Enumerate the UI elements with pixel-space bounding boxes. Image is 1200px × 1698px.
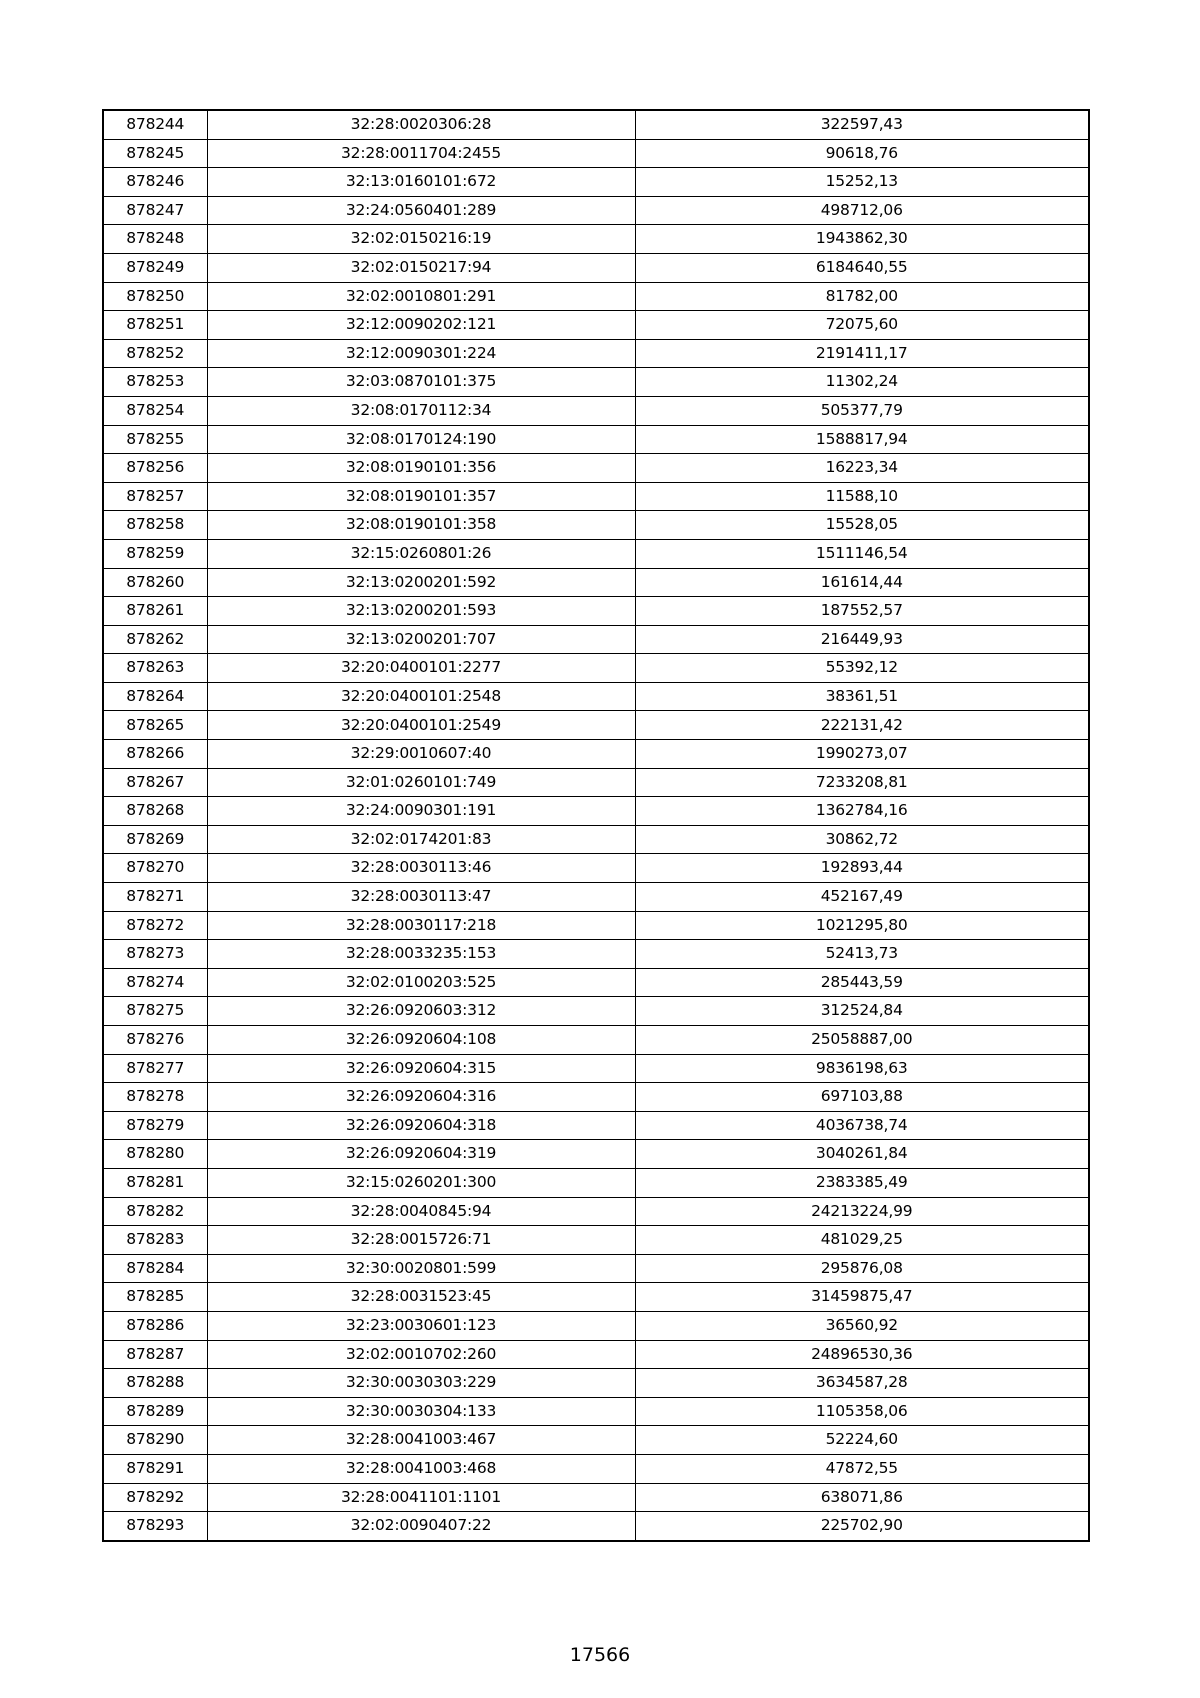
cadastral-number-cell: 32:23:0030601:123 [207,1311,635,1340]
value-cell: 31459875,47 [635,1283,1089,1312]
value-cell: 25058887,00 [635,1026,1089,1055]
row-number-cell: 878283 [103,1226,207,1255]
row-number-cell: 878258 [103,511,207,540]
row-number-cell: 878253 [103,368,207,397]
row-number-cell: 878284 [103,1254,207,1283]
row-number-cell: 878249 [103,253,207,282]
row-number-cell: 878266 [103,740,207,769]
row-number-cell: 878287 [103,1340,207,1369]
cadastral-number-cell: 32:02:0010702:260 [207,1340,635,1369]
cadastral-number-cell: 32:26:0920604:319 [207,1140,635,1169]
table-row [103,854,1089,883]
table-row [103,1254,1089,1283]
row-number-cell: 878275 [103,997,207,1026]
cadastral-number-cell: 32:13:0200201:592 [207,568,635,597]
row-number-cell: 878255 [103,425,207,454]
cadastral-number-cell: 32:24:0090301:191 [207,797,635,826]
cadastral-number-cell: 32:28:0015726:71 [207,1226,635,1255]
table-row [103,654,1089,683]
table-row [103,1369,1089,1398]
cadastral-number-cell: 32:15:0260801:26 [207,539,635,568]
cadastral-number-cell: 32:28:0030117:218 [207,911,635,940]
cadastral-number-cell: 32:20:0400101:2548 [207,682,635,711]
cadastral-number-cell: 32:08:0170112:34 [207,396,635,425]
table-row [103,940,1089,969]
cadastral-number-cell: 32:26:0920604:316 [207,1083,635,1112]
cadastral-number-cell: 32:20:0400101:2277 [207,654,635,683]
value-cell: 1511146,54 [635,539,1089,568]
row-number-cell: 878261 [103,597,207,626]
cadastral-number-cell: 32:13:0200201:707 [207,625,635,654]
cadastral-number-cell: 32:20:0400101:2549 [207,711,635,740]
cadastral-number-cell: 32:15:0260201:300 [207,1168,635,1197]
cadastral-number-cell: 32:28:0030113:47 [207,883,635,912]
value-cell: 72075,60 [635,311,1089,340]
value-cell: 225702,90 [635,1512,1089,1541]
value-cell: 47872,55 [635,1454,1089,1483]
table-row [103,396,1089,425]
row-number-cell: 878289 [103,1397,207,1426]
cadastral-number-cell: 32:03:0870101:375 [207,368,635,397]
table-row [103,1054,1089,1083]
table-row [103,311,1089,340]
value-cell: 498712,06 [635,196,1089,225]
table-row [103,911,1089,940]
row-number-cell: 878293 [103,1512,207,1541]
cadastral-number-cell: 32:12:0090202:121 [207,311,635,340]
cadastral-number-cell: 32:02:0010801:291 [207,282,635,311]
row-number-cell: 878271 [103,883,207,912]
table-row [103,1083,1089,1112]
table-row [103,1026,1089,1055]
row-number-cell: 878264 [103,682,207,711]
table-row [103,1426,1089,1455]
cadastral-number-cell: 32:28:0040845:94 [207,1197,635,1226]
row-number-cell: 878259 [103,539,207,568]
value-cell: 38361,51 [635,682,1089,711]
cadastral-number-cell: 32:28:0041101:1101 [207,1483,635,1512]
value-cell: 11588,10 [635,482,1089,511]
cadastral-number-cell: 32:02:0100203:525 [207,968,635,997]
cadastral-number-cell: 32:28:0011704:2455 [207,139,635,168]
cadastral-number-cell: 32:28:0041003:467 [207,1426,635,1455]
row-number-cell: 878281 [103,1168,207,1197]
value-cell: 36560,92 [635,1311,1089,1340]
table-row [103,1340,1089,1369]
cadastral-number-cell: 32:08:0190101:356 [207,454,635,483]
table-row [103,1483,1089,1512]
value-cell: 7233208,81 [635,768,1089,797]
table-row [103,339,1089,368]
value-cell: 187552,57 [635,597,1089,626]
value-cell: 161614,44 [635,568,1089,597]
cadastral-number-cell: 32:02:0150217:94 [207,253,635,282]
table-row [103,282,1089,311]
table-row [103,997,1089,1026]
table-row [103,368,1089,397]
cadastral-number-cell: 32:28:0031523:45 [207,1283,635,1312]
registry-table [102,109,1090,1542]
row-number-cell: 878250 [103,282,207,311]
table-row [103,1283,1089,1312]
row-number-cell: 878252 [103,339,207,368]
cadastral-number-cell: 32:02:0090407:22 [207,1512,635,1541]
cadastral-number-cell: 32:01:0260101:749 [207,768,635,797]
cadastral-number-cell: 32:30:0030304:133 [207,1397,635,1426]
table-row [103,1168,1089,1197]
row-number-cell: 878282 [103,1197,207,1226]
row-number-cell: 878245 [103,139,207,168]
table-row [103,797,1089,826]
row-number-cell: 878247 [103,196,207,225]
value-cell: 312524,84 [635,997,1089,1026]
value-cell: 11302,24 [635,368,1089,397]
table-row [103,253,1089,282]
cadastral-number-cell: 32:08:0190101:357 [207,482,635,511]
value-cell: 216449,93 [635,625,1089,654]
page-number: 17566 [569,1644,631,1666]
row-number-cell: 878267 [103,768,207,797]
row-number-cell: 878292 [103,1483,207,1512]
table-row [103,597,1089,626]
cadastral-number-cell: 32:24:0560401:289 [207,196,635,225]
value-cell: 481029,25 [635,1226,1089,1255]
row-number-cell: 878273 [103,940,207,969]
table-row [103,511,1089,540]
table-row [103,825,1089,854]
value-cell: 1362784,16 [635,797,1089,826]
cadastral-number-cell: 32:13:0160101:672 [207,168,635,197]
cadastral-number-cell: 32:28:0020306:28 [207,110,635,139]
value-cell: 52224,60 [635,1426,1089,1455]
table-row [103,110,1089,139]
value-cell: 452167,49 [635,883,1089,912]
table-row [103,968,1089,997]
cadastral-number-cell: 32:26:0920603:312 [207,997,635,1026]
cadastral-number-cell: 32:08:0170124:190 [207,425,635,454]
value-cell: 9836198,63 [635,1054,1089,1083]
value-cell: 505377,79 [635,396,1089,425]
value-cell: 285443,59 [635,968,1089,997]
table-row [103,168,1089,197]
table-row [103,682,1089,711]
cadastral-number-cell: 32:02:0150216:19 [207,225,635,254]
table-row [103,1397,1089,1426]
row-number-cell: 878248 [103,225,207,254]
cadastral-number-cell: 32:26:0920604:318 [207,1111,635,1140]
row-number-cell: 878276 [103,1026,207,1055]
row-number-cell: 878254 [103,396,207,425]
table-row [103,1140,1089,1169]
row-number-cell: 878246 [103,168,207,197]
table-row [103,768,1089,797]
row-number-cell: 878291 [103,1454,207,1483]
table-row [103,883,1089,912]
value-cell: 6184640,55 [635,253,1089,282]
row-number-cell: 878265 [103,711,207,740]
cadastral-number-cell: 32:30:0030303:229 [207,1369,635,1398]
cadastral-number-cell: 32:12:0090301:224 [207,339,635,368]
value-cell: 30862,72 [635,825,1089,854]
table-row [103,740,1089,769]
row-number-cell: 878286 [103,1311,207,1340]
value-cell: 52413,73 [635,940,1089,969]
row-number-cell: 878251 [103,311,207,340]
cadastral-number-cell: 32:28:0030113:46 [207,854,635,883]
cadastral-number-cell: 32:08:0190101:358 [207,511,635,540]
row-number-cell: 878277 [103,1054,207,1083]
table-row [103,539,1089,568]
table-row [103,196,1089,225]
value-cell: 3634587,28 [635,1369,1089,1398]
value-cell: 1105358,06 [635,1397,1089,1426]
row-number-cell: 878244 [103,110,207,139]
row-number-cell: 878268 [103,797,207,826]
table-row [103,568,1089,597]
row-number-cell: 878256 [103,454,207,483]
cadastral-number-cell: 32:28:0033235:153 [207,940,635,969]
value-cell: 3040261,84 [635,1140,1089,1169]
cadastral-number-cell: 32:30:0020801:599 [207,1254,635,1283]
row-number-cell: 878272 [103,911,207,940]
row-number-cell: 878280 [103,1140,207,1169]
table-body [103,110,1089,1541]
value-cell: 81782,00 [635,282,1089,311]
row-number-cell: 878257 [103,482,207,511]
table-row [103,454,1089,483]
cadastral-number-cell: 32:28:0041003:468 [207,1454,635,1483]
value-cell: 697103,88 [635,1083,1089,1112]
row-number-cell: 878270 [103,854,207,883]
value-cell: 16223,34 [635,454,1089,483]
value-cell: 90618,76 [635,139,1089,168]
value-cell: 1990273,07 [635,740,1089,769]
value-cell: 4036738,74 [635,1111,1089,1140]
table-row [103,1311,1089,1340]
value-cell: 638071,86 [635,1483,1089,1512]
row-number-cell: 878279 [103,1111,207,1140]
table-row [103,1512,1089,1541]
row-number-cell: 878263 [103,654,207,683]
row-number-cell: 878269 [103,825,207,854]
cadastral-number-cell: 32:26:0920604:315 [207,1054,635,1083]
row-number-cell: 878274 [103,968,207,997]
row-number-cell: 878288 [103,1369,207,1398]
value-cell: 295876,08 [635,1254,1089,1283]
value-cell: 24213224,99 [635,1197,1089,1226]
value-cell: 2383385,49 [635,1168,1089,1197]
row-number-cell: 878285 [103,1283,207,1312]
table-row [103,225,1089,254]
value-cell: 2191411,17 [635,339,1089,368]
value-cell: 15528,05 [635,511,1089,540]
table-row [103,711,1089,740]
cadastral-number-cell: 32:02:0174201:83 [207,825,635,854]
row-number-cell: 878290 [103,1426,207,1455]
value-cell: 192893,44 [635,854,1089,883]
table-row [103,1197,1089,1226]
table-row [103,1111,1089,1140]
table-row [103,482,1089,511]
value-cell: 15252,13 [635,168,1089,197]
table-row [103,139,1089,168]
value-cell: 1021295,80 [635,911,1089,940]
value-cell: 1943862,30 [635,225,1089,254]
table-row [103,1454,1089,1483]
row-number-cell: 878262 [103,625,207,654]
table-row [103,625,1089,654]
cadastral-number-cell: 32:13:0200201:593 [207,597,635,626]
row-number-cell: 878278 [103,1083,207,1112]
value-cell: 55392,12 [635,654,1089,683]
table-row [103,1226,1089,1255]
value-cell: 24896530,36 [635,1340,1089,1369]
cadastral-number-cell: 32:26:0920604:108 [207,1026,635,1055]
value-cell: 222131,42 [635,711,1089,740]
cadastral-number-cell: 32:29:0010607:40 [207,740,635,769]
value-cell: 1588817,94 [635,425,1089,454]
table-row [103,425,1089,454]
row-number-cell: 878260 [103,568,207,597]
value-cell: 322597,43 [635,110,1089,139]
